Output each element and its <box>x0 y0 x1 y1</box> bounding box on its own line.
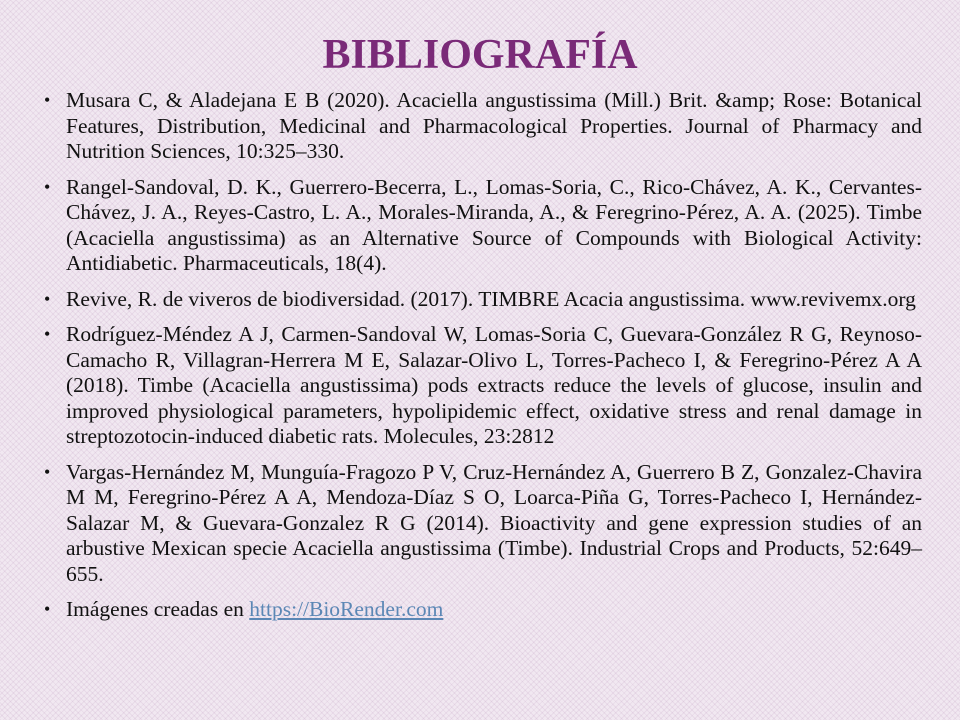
reference-text: Vargas-Hernández M, Munguía-Fragozo P V, Cruz-Hernández A, Guerrero B Z, Gonzalez-Chavira M M, Feregrino-Pérez A A, Mendoza-Díaz S O, Loarca-Piña G, Torres-Pacheco I, Hernández-Salazar M, & Guevara-Gonzalez R G (2014). Bioactivity and gene expression studies of an arbustive Mexican specie Acaciella angustissima (Timbe). Industrial Crops and Products, 52:649–655. <box>66 459 922 586</box>
reference-item <box>44 287 922 313</box>
bullet-icon: • <box>44 461 51 482</box>
reference-text: Revive, R. de viveros de biodiversidad. (2017). TIMBRE Acacia angustissima. www.revivemx.org <box>66 286 916 311</box>
bullet-icon: • <box>44 288 51 309</box>
reference-text: Rangel-Sandoval, D. K., Guerrero-Becerra, L., Lomas-Soria, C., Rico-Chávez, A. K., Cervantes-Chávez, J. A., Reyes-Castro, L. A., Morales-Miranda, A., & Feregrino-Pérez, A. A. (2025). Timbe (Acaciella angustissima) as an Alternative Source of Compounds with Biological Activity: Antidiabetic. Pharmaceuticals, 18(4). <box>66 174 922 275</box>
reference-text: Rodríguez-Méndez A J, Carmen-Sandoval W, Lomas-Soria C, Guevara-González R G, Reynoso-Camacho R, Villagran-Herrera M E, Salazar-Olivo L, Torres-Pacheco I, & Feregrino-Pérez A A (2018). Timbe (Acaciella angustissima) pods extracts reduce the levels of glucose, insulin and improved physiological parameters, hypolipidemic effect, oxidative stress and renal damage in streptozotocin-induced diabetic rats. Molecules, 23:2812 <box>66 322 922 448</box>
bullet-icon: • <box>44 90 51 110</box>
reference-text: Imágenes creadas en <box>66 597 250 621</box>
biorender-link[interactable]: https://BioRender.com <box>249 597 444 621</box>
bullet-icon: • <box>44 599 51 619</box>
reference-list <box>44 88 922 633</box>
reference-text: Musara C, & Aladejana E B (2020). Acaciella angustissima (Mill.) Brit. &amp; Rose: Botanical Features, Distribution, Medicinal and Pharmacological Properties. Journal of Pharmacy and Nutrition Sciences, 10:325–330. <box>66 88 922 163</box>
reference-item <box>44 322 922 450</box>
page-title: BIBLIOGRAFÍA <box>322 32 638 78</box>
bullet-icon: • <box>44 176 51 197</box>
reference-item <box>44 460 922 588</box>
reference-item <box>44 597 922 623</box>
reference-item <box>44 88 922 165</box>
reference-item <box>44 175 922 277</box>
bullet-icon: • <box>44 324 51 344</box>
